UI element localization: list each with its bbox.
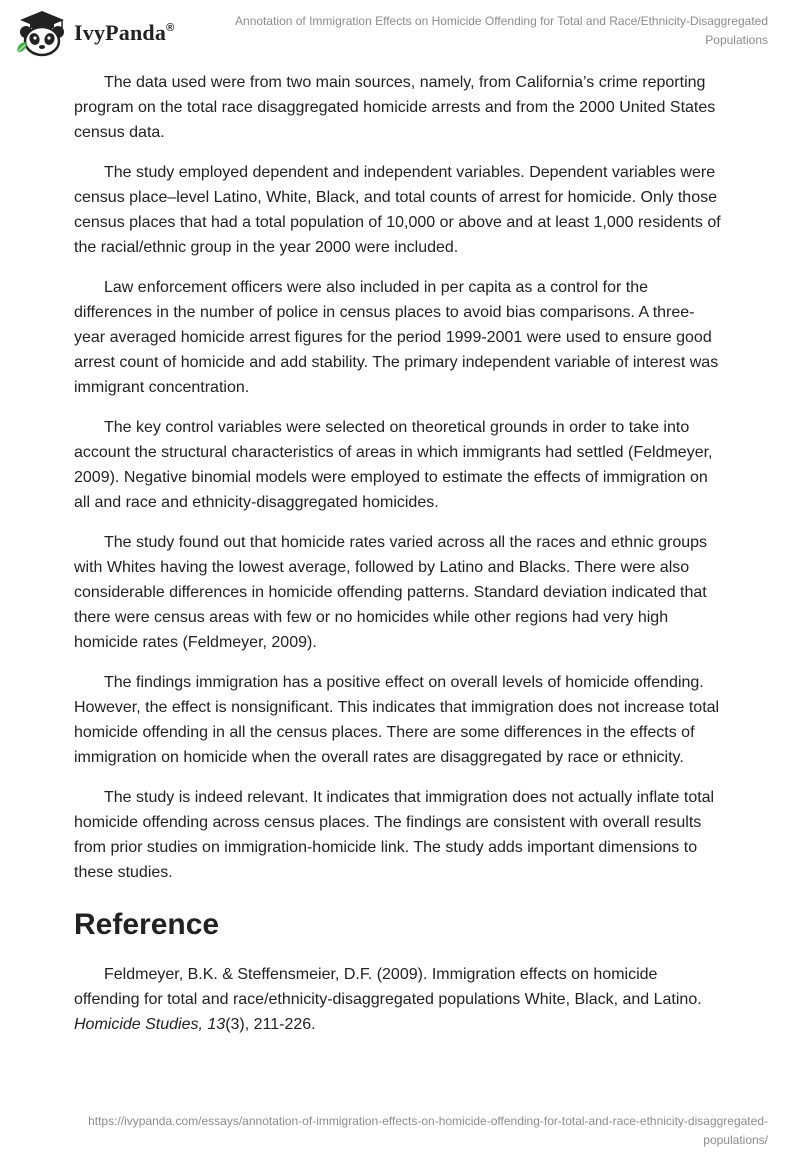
body-paragraph-5: The study found out that homicide rates varied across all the races and ethnic groups with Whites having the lowest average, followed by Latino and Blacks. There were also considerable differences in homicide offending patterns. Standard deviation indicated that there were census areas with few or no homicides while other regions had very high homicide rates (Feldmeyer, 2009). — [74, 534, 708, 651]
reference-entry — [74, 962, 724, 1037]
footer-source-url[interactable]: https://ivypanda.com/essays/annotation-of-immigration-effects-on-homicide-offending-for-total-and-race-ethnicity-disaggregated-populations/ — [88, 1114, 768, 1147]
ivypanda-logo[interactable] — [14, 8, 174, 58]
body-paragraph-7: The study is indeed relevant. It indicates that immigration does not actually inflate total homicide offending across census places. The findings are consistent with overall results from prior studies on immigration-homicide link. The study adds important dimensions to these studies. — [74, 789, 715, 881]
body-paragraph-4: The key control variables were selected on theoretical grounds in order to take into account the structural characteristics of areas in which immigrants had settled (Feldmeyer, 2009). Negative binomial models were employed to estimate the effects of immigration on all and race and ethnicity-disaggregated homicides. — [74, 419, 713, 511]
body-paragraph-3: Law enforcement officers were also included in per capita as a control for the differences in the number of police in census places to avoid bias comparisons. A three-year averaged homicide arrest figures for the period 1999-2001 were used to ensure good arrest count of homicide and add stability. The primary independent variable of interest was immigrant concentration. — [74, 279, 719, 396]
body-paragraph-1: The data used were from two main sources, namely, from California’s crime reporting program on the total race disaggregated homicide arrests and from the 2000 United States census data. — [74, 74, 716, 141]
reference-issue-pages: (3), 211-226. — [225, 1016, 316, 1033]
page-header — [0, 0, 800, 64]
registered-mark: ® — [166, 22, 175, 34]
panda-graduate-icon — [14, 8, 70, 58]
reference-journal: Homicide Studies, 13 — [74, 1016, 226, 1033]
body-paragraph-2: The study employed dependent and independent variables. Dependent variables were census place–level Latino, White, Black, and total counts of arrest for homicide. Only those census places that had a total population of 10,000 or above and at least 1,000 residents of the racial/ethnic group in the year 2000 were included. — [74, 164, 721, 256]
brand-name: IvyPanda® — [74, 20, 175, 45]
reference-text: Feldmeyer, B.K. & Steffensmeier, D.F. (2009). Immigration effects on homicide offending for total and race/ethnicity-disaggregated populations White, Black, and Latino. — [74, 966, 702, 1008]
document-body — [74, 70, 724, 1037]
body-paragraph-6: The findings immigration has a positive effect on overall levels of homicide offending. However, the effect is nonsignificant. This indicates that immigration does not increase total homicide offending in all the census places. There are some differences in the effects of immigration on homicide when the overall rates are disaggregated by race or ethnicity. — [74, 674, 720, 766]
document-header-title: Annotation of Immigration Effects on Homicide Offending for Total and Race/Ethnicity-Disaggregated Populations — [235, 14, 768, 47]
reference-heading: Reference — [74, 908, 220, 941]
